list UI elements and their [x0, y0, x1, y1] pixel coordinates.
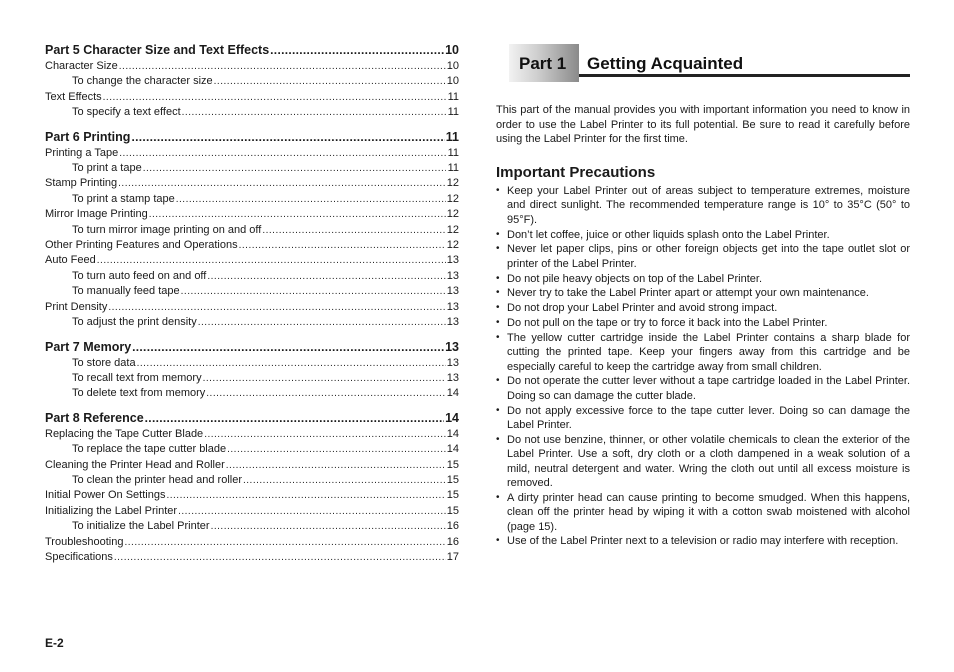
toc-entry-page: 12 [446, 239, 459, 252]
toc-entry-label: Auto Feed [45, 254, 96, 267]
toc-entry-page: 11 [447, 90, 459, 103]
toc-subentry [45, 192, 459, 207]
bullet-icon: • [496, 433, 500, 445]
toc-entry-page: 14 [446, 427, 459, 440]
toc-entry-page: 16 [446, 520, 459, 533]
part-tab [509, 44, 579, 82]
precaution-item [496, 301, 910, 315]
toc-leader-dots [226, 459, 446, 473]
toc-leader-dots [108, 301, 445, 315]
toc-subentry [45, 356, 459, 371]
precaution-item [496, 433, 910, 491]
toc-entry [45, 458, 459, 473]
toc-entry-label: Printing a Tape [45, 146, 119, 159]
toc-entry-page: 13 [446, 316, 459, 329]
precaution-text: A dirty printer head can cause printing to become smudged. When this happens, clean off the printer head by wiping it with a cotton swab moistened with alcohol (page 15). [507, 491, 910, 533]
toc-entry-page: 11 [447, 106, 459, 119]
part-title-rule [579, 74, 910, 77]
precaution-text: Do not pull on the tape or try to force it back into the Label Printer. [507, 317, 828, 329]
toc-subentry [45, 386, 459, 401]
toc-subentry [45, 223, 459, 238]
toc-part-title: Part 7 Memory [45, 339, 132, 354]
toc-entry-label: Initial Power On Settings [45, 489, 166, 502]
toc-entry-page: 15 [446, 473, 459, 486]
toc-entry-page: 12 [446, 192, 459, 205]
toc-part-page: 14 [445, 410, 459, 425]
toc-entry-page: 13 [446, 300, 459, 313]
toc-subentry [45, 519, 459, 534]
precaution-text: Don’t let coffee, juice or other liquids splash onto the Label Printer. [507, 228, 830, 241]
bullet-icon: • [496, 302, 500, 314]
toc-entry [45, 300, 459, 315]
toc-entry-page: 13 [446, 269, 459, 282]
table-of-contents [45, 42, 459, 573]
toc-part-title: Part 6 Printing [45, 129, 131, 144]
toc-entry-label: Other Printing Features and Operations [45, 239, 238, 252]
toc-part-heading [45, 42, 459, 59]
toc-part-title: Part 8 Reference [45, 410, 144, 425]
toc-entry-page: 15 [446, 489, 459, 502]
toc-entry [45, 535, 459, 550]
precaution-item [496, 316, 910, 330]
toc-section [45, 410, 459, 566]
toc-entry-label: To turn mirror image printing on and off [72, 223, 262, 236]
toc-leader-dots [206, 387, 445, 401]
toc-leader-dots [211, 520, 446, 534]
toc-subentry [45, 371, 459, 386]
toc-part-page: 10 [445, 43, 459, 57]
bullet-icon: • [496, 243, 500, 255]
toc-subentry [45, 269, 459, 284]
toc-entry-label: To initialize the Label Printer [72, 520, 210, 533]
toc-entry-page: 17 [446, 550, 459, 563]
toc-entry [45, 146, 459, 161]
precaution-item [496, 534, 910, 548]
toc-subentry [45, 105, 459, 120]
precaution-text: Use of the Label Printer next to a television or radio may interfere with reception. [507, 535, 899, 548]
toc-entry-label: To print a stamp tape [72, 192, 175, 205]
toc-entry-label: To store data [72, 356, 136, 369]
toc-entry-page: 13 [446, 254, 459, 267]
toc-leader-dots [118, 177, 446, 191]
precautions-list [496, 184, 910, 549]
precaution-item [496, 491, 910, 534]
toc-entry-page: 14 [446, 387, 459, 400]
toc-entry [45, 488, 459, 503]
toc-entry [45, 253, 459, 268]
toc-entry-label: To replace the tape cutter blade [72, 443, 227, 456]
toc-entry-label: Mirror Image Printing [45, 208, 148, 221]
toc-section [45, 339, 459, 402]
precaution-text: Never try to take the Label Printer apart or attempt your own maintenance. [507, 287, 869, 300]
toc-entry-page: 11 [447, 162, 459, 175]
toc-leader-dots [119, 147, 446, 161]
toc-leader-dots [239, 239, 446, 253]
bullet-icon: • [496, 491, 500, 503]
toc-entry [45, 427, 459, 442]
toc-leader-dots [207, 270, 445, 284]
toc-entry [45, 207, 459, 222]
page-number: E-2 [45, 636, 64, 650]
toc-entry-label: To change the character size [72, 75, 213, 88]
bullet-icon: • [496, 228, 500, 240]
toc-entry-label: Initializing the Label Printer [45, 504, 178, 517]
toc-leader-dots [131, 129, 444, 146]
toc-subentry [45, 473, 459, 488]
precaution-text: Never let paper clips, pins or other foreign objects get into the tape outlet slot or printer of the Label Printer. [507, 243, 910, 270]
precaution-text: Keep your Label Printer out of areas subject to temperature extremes, moisture and direct sunlight. The recommended temperature range is 10° to 35°C (50° to 95°F). [507, 185, 910, 226]
toc-part-page: 13 [445, 339, 459, 354]
toc-entry-label: To specify a text effect [72, 106, 181, 119]
part-title: Getting Acquainted [587, 54, 744, 73]
toc-part-heading [45, 339, 459, 356]
toc-entry-label: To turn auto feed on and off [72, 269, 207, 282]
toc-leader-dots [204, 428, 446, 442]
toc-entry-label: Specifications [45, 550, 113, 563]
toc-leader-dots [143, 162, 446, 176]
toc-entry-label: Replacing the Tape Cutter Blade [45, 427, 204, 440]
toc-section [45, 42, 459, 121]
toc-leader-dots [198, 316, 446, 330]
toc-entry [45, 59, 459, 74]
toc-leader-dots [149, 208, 446, 222]
bullet-icon: • [496, 287, 500, 299]
toc-entry-label: To clean the printer head and roller [72, 473, 242, 486]
precaution-item [496, 242, 910, 271]
precaution-item [496, 286, 910, 300]
precaution-item [496, 331, 910, 374]
toc-part-page: 11 [445, 129, 459, 144]
toc-leader-dots [132, 339, 444, 356]
toc-leader-dots [270, 42, 444, 59]
toc-entry-label: To print a tape [72, 162, 142, 175]
bullet-icon: • [496, 185, 500, 196]
toc-entry-page: 12 [446, 208, 459, 221]
bullet-icon: • [496, 404, 500, 416]
toc-entry-label: To delete text from memory [72, 387, 206, 400]
toc-entry-label: Troubleshooting [45, 535, 124, 548]
precaution-item [496, 374, 910, 403]
toc-leader-dots [124, 536, 445, 550]
toc-leader-dots [262, 224, 445, 238]
toc-leader-dots [176, 193, 446, 207]
toc-entry-page: 11 [447, 146, 459, 159]
toc-entry-label: Stamp Printing [45, 177, 118, 190]
precaution-item [496, 272, 910, 286]
toc-leader-dots [227, 443, 446, 457]
intro-paragraph: This part of the manual provides you with important information you need to know in order to use the Label Printer to its full potential. Be sure to read it carefully before using the Label Printer for the first time. [496, 104, 910, 145]
precautions-heading: Important Precautions [496, 164, 656, 181]
bullet-icon: • [496, 331, 500, 343]
toc-entry-label: Text Effects [45, 90, 102, 103]
toc-entry-page: 13 [446, 356, 459, 369]
toc-part-heading [45, 129, 459, 146]
toc-entry-label: Print Density [45, 300, 108, 313]
toc-entry-label: To manually feed tape [72, 285, 180, 298]
bullet-icon: • [496, 535, 500, 547]
toc-entry-label: Character Size [45, 60, 118, 72]
toc-entry [45, 176, 459, 191]
toc-leader-dots [178, 505, 446, 519]
part-tab-label: Part 1 [519, 54, 567, 73]
toc-subentry [45, 442, 459, 457]
toc-entry [45, 90, 459, 105]
precaution-text: Do not apply excessive force to the tape cutter lever. Doing so can damage the Label Printer. [507, 404, 910, 432]
precaution-text: Do not drop your Label Printer and avoid strong impact. [507, 302, 778, 315]
toc-entry [45, 504, 459, 519]
toc-entry-page: 15 [446, 458, 459, 471]
toc-leader-dots [214, 75, 446, 89]
part-header [509, 44, 910, 82]
precaution-item [496, 404, 910, 433]
toc-subentry [45, 161, 459, 176]
toc-leader-dots [119, 60, 446, 74]
toc-leader-dots [145, 410, 444, 427]
toc-entry-label: To recall text from memory [72, 371, 202, 384]
toc-leader-dots [114, 551, 446, 565]
precaution-text: The yellow cutter cartridge inside the Label Printer contains a sharp blade for cutting the printed tape. Keep your fingers away from this cartridge and be especially careful to keep the cartridge away from small children. [507, 331, 910, 373]
toc-section [45, 129, 459, 331]
toc-entry-page: 15 [446, 504, 459, 517]
toc-leader-dots [203, 372, 446, 386]
precaution-item [496, 184, 910, 227]
toc-leader-dots [166, 489, 445, 503]
toc-subentry [45, 74, 459, 89]
toc-leader-dots [243, 474, 446, 488]
toc-entry-page: 14 [446, 443, 459, 456]
toc-entry [45, 550, 459, 565]
toc-leader-dots [181, 285, 446, 299]
toc-entry-label: Cleaning the Printer Head and Roller [45, 458, 225, 471]
toc-entry [45, 238, 459, 253]
precaution-text: Do not operate the cutter lever without a tape cartridge loaded in the Label Printer. Doing so can damage the cutter blade. [507, 375, 910, 402]
precaution-text: Do not pile heavy objects on top of the Label Printer. [507, 272, 762, 285]
toc-entry-page: 10 [446, 75, 459, 88]
toc-entry-page: 12 [446, 223, 459, 236]
toc-subentry [45, 315, 459, 330]
toc-leader-dots [137, 357, 446, 371]
bullet-icon: • [496, 375, 500, 387]
toc-entry-label: To adjust the print density [72, 316, 197, 329]
toc-entry-page: 10 [446, 60, 459, 72]
toc-part-title: Part 5 Character Size and Text Effects [45, 43, 270, 57]
precaution-text: Do not use benzine, thinner, or other volatile chemicals to clean the exterior of the Label Printer. Use a soft, dry cloth or a cloth dampened in a weak solution of a mild, neutral detergent and water. Wring the cloth out until all excess moisture is removed. [507, 433, 910, 490]
bullet-icon: • [496, 317, 500, 328]
bullet-icon: • [496, 272, 500, 284]
toc-entry-page: 13 [446, 285, 459, 298]
toc-leader-dots [97, 254, 446, 268]
toc-leader-dots [103, 91, 446, 105]
toc-entry-page: 13 [446, 371, 459, 384]
toc-subentry [45, 284, 459, 299]
toc-entry-page: 16 [446, 535, 459, 548]
toc-part-heading [45, 410, 459, 427]
toc-leader-dots [182, 106, 446, 120]
toc-entry-page: 12 [446, 177, 459, 190]
precaution-item [496, 228, 910, 242]
